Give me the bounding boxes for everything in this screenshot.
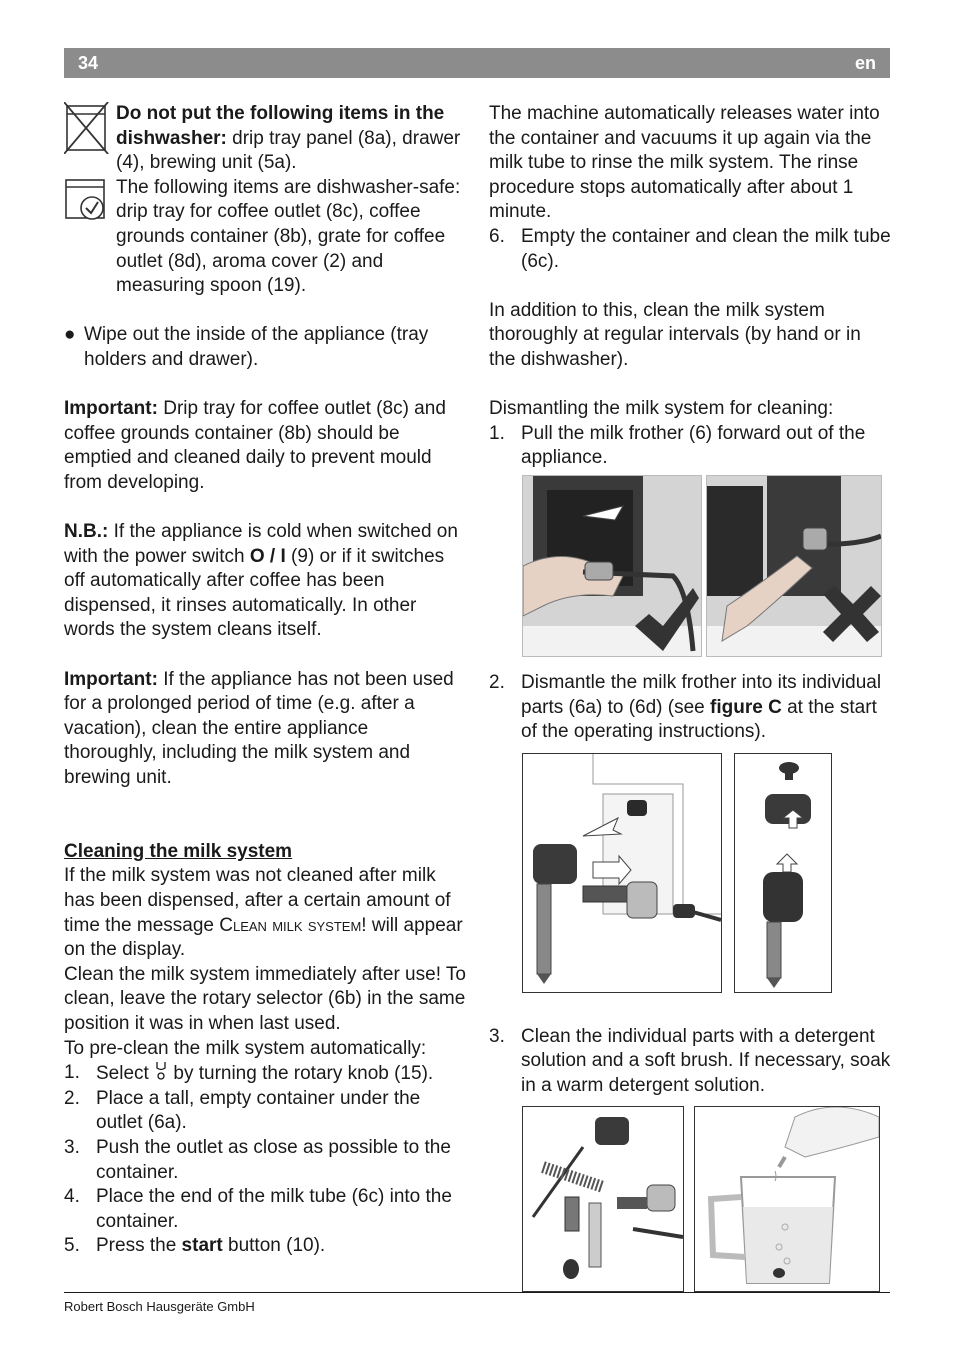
dishwasher-ok-block: [64, 176, 466, 299]
step-1: 1. Select by turning the rotary knob (15).: [64, 1062, 434, 1085]
dismantle-intro: Dismantling the milk system for cleaning:: [489, 398, 834, 420]
nb-paragraph: N.B.: If the appliance is cold when switched on with the power switch O / I (9) or if it switches off automatically after coffee has been dispensed, it rinses automatically. In other words the system cleans itself.: [64, 521, 458, 641]
step-3: 3. Push the outlet as close as possible to the container.: [64, 1136, 451, 1183]
figure-cleaning: [522, 1106, 891, 1292]
step-4: 4. Place the end of the milk tube (6c) into the container.: [64, 1186, 452, 1232]
dishwasher-no-text: drip tray panel (8a), drawer (4), brewing unit (5a).: [116, 127, 461, 174]
figure-dismantle: [522, 753, 891, 993]
no-dishwasher-icon: [64, 102, 110, 154]
figure-pull-frother: [522, 475, 891, 657]
display-message: Clean milk system!: [219, 914, 367, 936]
bullet-wipe: ● Wipe out the inside of the appliance (tray holders and drawer).: [64, 324, 429, 370]
important-paragraph-1: Important: Drip tray for coffee outlet (8c) and coffee grounds container (8b) should be emptied and cleaned daily to prevent mould from developing.: [64, 398, 446, 493]
regular-clean-paragraph: In addition to this, clean the milk system thoroughly at regular intervals (by hand or in the dishwasher).: [489, 299, 861, 370]
section-heading: Cleaning the milk system: [64, 840, 293, 862]
dishwasher-no-block: [64, 102, 466, 176]
page-header: [64, 48, 890, 78]
dismantle-step-2: 2. Dismantle the milk frother into its individual parts (6a) to (6d) (see figure C at the start of the operating instructions).: [489, 671, 882, 743]
rinse-paragraph: The machine automatically releases water into the container and vacuums it up again via the milk tube to rinse the milk system. The rinse procedure stops automatically after about 1 minute.: [489, 103, 880, 223]
drawing-soak-jug: [694, 1106, 880, 1292]
photo-correct-pull: [522, 475, 702, 657]
milk-rinse-symbol-icon: [154, 1061, 168, 1081]
drawing-frother-parts: [734, 753, 832, 993]
page-number: 34: [78, 53, 99, 73]
left-column: [64, 102, 466, 1259]
dishwasher-ok-text: The following items are dishwasher-safe: drip tray for coffee outlet (8c), coffee grounds container (8b), grate for coffee outlet (8d), aroma cover (2) and measuring spoon (19).: [116, 176, 461, 297]
photo-incorrect-pull: [706, 475, 882, 657]
language-code: en: [854, 53, 876, 73]
section-paragraph-2: Clean the milk system immediately after use! To clean, leave the rotary selector (6b) in the same position it was in when last used.: [64, 963, 466, 1034]
step-6: 6. Empty the container and clean the milk tube (6c).: [489, 225, 891, 272]
footer-company: Robert Bosch Hausgeräte GmbH: [64, 1299, 255, 1314]
important-paragraph-2: Important: If the appliance has not been used for a prolonged period of time (e.g. after a vacation), clean the entire appliance thoroughly, including the milk system and brewing unit.: [64, 668, 454, 789]
step-5: 5. Press the start button (10).: [64, 1235, 326, 1257]
drawing-frother-removal: [522, 753, 722, 993]
dishwasher-safe-icon: [64, 178, 108, 222]
footer-rule: [64, 1292, 890, 1293]
dismantle-step-1: 1. Pull the milk frother (6) forward out of the appliance.: [489, 422, 866, 469]
step-2: 2. Place a tall, empty container under the outlet (6a).: [64, 1087, 421, 1134]
section-paragraph-3: To pre-clean the milk system automatically:: [64, 1037, 427, 1059]
dismantle-step-3: 3. Clean the individual parts with a detergent solution and a soft brush. If necessary, soak in a warm detergent solution.: [489, 1025, 891, 1096]
right-column: [489, 102, 891, 1298]
drawing-brush-parts: [522, 1106, 684, 1292]
section-paragraph-1: If the milk system was not cleaned after milk has been dispensed, after a certain amount of time the message Clean milk system! will appear on the display.: [64, 865, 463, 961]
dishwasher-no-heading: Do not put the following items in the dishwasher:: [116, 103, 445, 149]
